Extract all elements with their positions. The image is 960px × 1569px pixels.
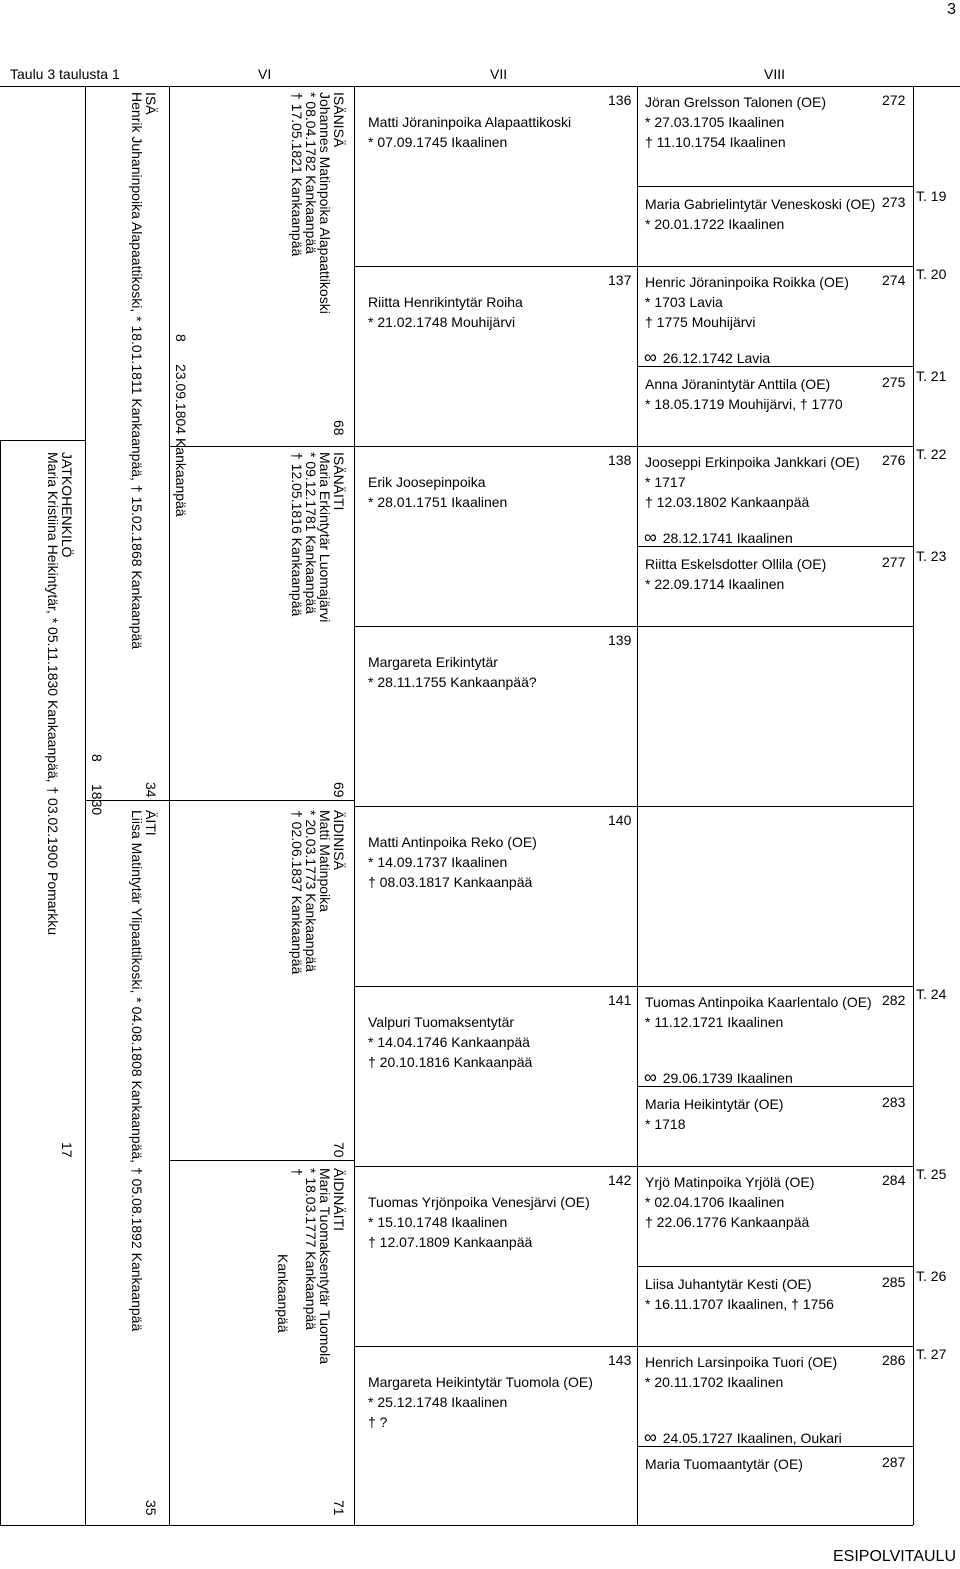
person-name: Henric Jöraninpoika Roikka (OE) — [645, 274, 849, 290]
person-born: * 28.11.1755 Kankaanpää? — [368, 674, 537, 690]
person-born: * 11.12.1721 Ikaalinen — [645, 1014, 784, 1030]
proband-box-right — [85, 86, 86, 1525]
gen7-entry-143 — [368, 1372, 593, 1432]
pair-divider-5 — [637, 1266, 913, 1267]
gp-died: † 17.05.1821 Kankaanpää — [289, 92, 305, 257]
mother-entry — [130, 810, 158, 1331]
gp-divider-3 — [169, 1160, 354, 1161]
person-born: * 18.05.1719 Mouhijärvi, † 1770 — [645, 396, 843, 412]
gen8-entry-273 — [645, 194, 875, 234]
gen7-number: 138 — [608, 452, 632, 468]
person-born: * 21.02.1748 Mouhijärvi — [368, 314, 516, 330]
person-name: Henrich Larsinpoika Tuori (OE) — [645, 1354, 838, 1370]
person-born: * 02.04.1706 Ikaalinen — [645, 1194, 785, 1210]
infinity-icon: ∞ — [644, 1067, 657, 1087]
gen8-number: 283 — [882, 1094, 906, 1110]
row-divider-7 — [354, 1346, 913, 1347]
gp-role: ÄIDINISÄ — [331, 810, 347, 870]
gp-divider-1 — [169, 446, 354, 447]
parents-col-right — [169, 86, 170, 1525]
table-ref-link[interactable]: T. 27 — [916, 1346, 947, 1362]
gp-died-place: Kankaanpää — [275, 1254, 291, 1333]
person-name: Maria Gabrielintytär Veneskoski (OE) — [645, 196, 876, 212]
marriage-date: 26.12.1742 Lavia — [662, 350, 771, 366]
gen8-entry-275 — [645, 374, 843, 414]
father-entry — [130, 92, 158, 649]
person-born: * 1718 — [645, 1116, 686, 1132]
gp-number: 68 — [331, 420, 347, 436]
gen8-number: 284 — [882, 1172, 906, 1188]
gp-role: ÄIDINÄITI — [331, 1168, 347, 1232]
row-divider-5 — [354, 986, 913, 987]
person-died: † 08.03.1817 Kankaanpää — [368, 874, 533, 890]
gp-died: † 12.05.1816 Kankaanpää — [289, 452, 305, 617]
gen8-number: 275 — [882, 374, 906, 390]
gen7-number: 143 — [608, 1352, 632, 1368]
grandparent-paternal-father — [290, 92, 346, 314]
gen7-number: 137 — [608, 272, 632, 288]
person-died: † 20.10.1816 Kankaanpää — [368, 1054, 533, 1070]
person-born: * 14.04.1746 Kankaanpää — [368, 1034, 530, 1050]
person-born: * 14.09.1737 Ikaalinen — [368, 854, 508, 870]
person-born: * 28.01.1751 Ikaalinen — [368, 494, 508, 510]
gen7-entry-141 — [368, 1012, 532, 1072]
person-name: Liisa Juhantytär Kesti (OE) — [645, 1276, 812, 1292]
mother-role: ÄITI — [143, 810, 159, 836]
gp-name: Matti Matinpoika — [317, 810, 333, 912]
gen8-entry-274 — [645, 272, 849, 332]
marriage-date: 28.12.1741 Ikaalinen — [662, 530, 793, 546]
gen7-entry-139 — [368, 652, 537, 692]
gp-born: * 08.04.1782 Kankaanpää — [303, 92, 319, 254]
marriage-entry — [644, 1427, 842, 1447]
grandparent-maternal-mother — [290, 1168, 346, 1364]
gp-died: † 02.06.1837 Kankaanpää — [289, 810, 305, 975]
gen7-number: 136 — [608, 92, 632, 108]
gen7-number: 141 — [608, 992, 632, 1008]
father-role: ISÄ — [143, 92, 159, 115]
father-line: Henrik Juhaninpoika Alapaattikoski, * 18.01.1811 Kankaanpää, † 15.02.1868 Kankaanpää — [129, 92, 145, 650]
table-ref-link[interactable]: T. 19 — [916, 188, 947, 204]
person-name: Margareta Heikintytär Tuomola (OE) — [368, 1374, 593, 1390]
generation-vii-label: VII — [490, 66, 508, 82]
person-born: * 1703 Lavia — [645, 294, 723, 310]
person-died: † 12.07.1809 Kankaanpää — [368, 1234, 533, 1250]
gen8-entry-283 — [645, 1094, 783, 1134]
row-divider-2 — [354, 446, 913, 447]
person-name: Matti Antinpoika Reko (OE) — [368, 834, 537, 850]
person-died: † 1775 Mouhijärvi — [645, 314, 756, 330]
gen7-entry-142 — [368, 1192, 590, 1252]
table-ref-link[interactable]: T. 24 — [916, 986, 947, 1002]
person-died: † 11.10.1754 Ikaalinen — [645, 134, 786, 150]
person-name: Valpuri Tuomaksentytär — [368, 1014, 515, 1030]
gp-number: 71 — [331, 1500, 347, 1516]
person-died: † 22.06.1776 Kankaanpää — [645, 1214, 810, 1230]
proband-siblings: 8 — [89, 754, 105, 762]
person-name: Tuomas Antinpoika Kaarlentalo (OE) — [645, 994, 872, 1010]
gen7-entry-140 — [368, 832, 537, 892]
footer-title: ESIPOLVITAULU — [833, 1548, 956, 1565]
gp-name: Maria Erkintytär Luomajärvi — [317, 452, 333, 623]
gen7-number: 139 — [608, 632, 632, 648]
gen8-number: 276 — [882, 452, 906, 468]
gp-name: Johannes Matinpoika Alapaattikoski — [317, 92, 333, 314]
generation-viii-label: VIII — [764, 66, 786, 82]
gen8-entry-276 — [645, 452, 860, 512]
gen8-entry-272 — [645, 92, 826, 152]
bottom-rule — [0, 1525, 913, 1526]
gen8-number: 277 — [882, 554, 906, 570]
gp-name: Maria Tuomaksentytär Tuomola — [317, 1168, 333, 1365]
gen7-entry-137 — [368, 292, 523, 332]
gen8-entry-282 — [645, 992, 872, 1032]
gp-divider-2 — [169, 800, 354, 801]
table-ref-link[interactable]: T. 26 — [916, 1268, 947, 1284]
gp-role: ISÄNISÄ — [331, 92, 347, 148]
person-name: Maria Heikintytär (OE) — [645, 1096, 784, 1112]
gp-number: 69 — [331, 782, 347, 798]
person-born: * 07.09.1745 Ikaalinen — [368, 134, 508, 150]
row-divider-6 — [354, 1166, 913, 1167]
gp-born: * 18.03.1777 Kankaanpää — [303, 1168, 319, 1330]
table-label: Taulu 3 taulusta 1 — [10, 66, 120, 82]
proband-title: JATKOHENKILÖ — [59, 452, 75, 558]
gp-number: 70 — [331, 1142, 347, 1158]
gen8-entry-287 — [645, 1454, 803, 1474]
gen8-number: 272 — [882, 92, 906, 108]
person-born: * 22.09.1714 Ikaalinen — [645, 576, 785, 592]
gen8-number: 287 — [882, 1454, 906, 1470]
table-ref-link[interactable]: T. 20 — [916, 266, 947, 282]
proband-entry — [46, 452, 74, 935]
gen8-entry-285 — [645, 1274, 834, 1314]
gen8-col-right — [913, 86, 914, 1525]
person-born: * 27.03.1705 Ikaalinen — [645, 114, 785, 130]
proband-number: 17 — [59, 1142, 75, 1158]
parents-children-count: 8 — [173, 334, 189, 342]
person-name: Margareta Erikintytär — [368, 654, 498, 670]
person-died: † ? — [368, 1414, 388, 1430]
row-divider-3 — [354, 626, 913, 627]
page-number: 3 — [947, 1, 956, 18]
gen8-number: 274 — [882, 272, 906, 288]
gp-born: * 09.12.1781 Kankaanpää — [303, 452, 319, 614]
marriage-date: 24.05.1727 Ikaalinen, Oukari — [662, 1430, 842, 1446]
gp-died: † — [289, 1168, 305, 1176]
person-name: Maria Tuomaantytär (OE) — [645, 1456, 803, 1472]
proband-marker: 1830 — [89, 784, 105, 816]
gp-born: * 20.03.1773 Kankaanpää — [303, 810, 319, 972]
father-number: 34 — [143, 782, 159, 798]
marriage-entry — [644, 527, 793, 547]
person-name: Riitta Henrikintytär Roiha — [368, 294, 523, 310]
person-born: * 15.10.1748 Ikaalinen — [368, 1214, 508, 1230]
parents-marriage: 23.09.1804 Kankaanpää — [173, 364, 189, 517]
table-ref-link[interactable]: T. 22 — [916, 446, 947, 462]
person-name: Erik Joosepinpoika — [368, 474, 486, 490]
proband-line: Maria Kristiina Heikintytär, * 05.11.1830 Kankaanpää, † 03.02.1900 Pomarkku — [45, 452, 61, 936]
row-divider-1 — [354, 266, 913, 267]
grandparent-maternal-father — [290, 810, 346, 974]
person-name: Tuomas Yrjönpoika Venesjärvi (OE) — [368, 1194, 590, 1210]
proband-box-top — [0, 440, 85, 441]
gen7-entry-138 — [368, 472, 507, 512]
pair-divider-1 — [637, 186, 913, 187]
person-name: Jöran Grelsson Talonen (OE) — [645, 94, 827, 110]
gen8-entry-277 — [645, 554, 826, 594]
gen8-number: 286 — [882, 1352, 906, 1368]
marriage-date: 29.06.1739 Ikaalinen — [662, 1070, 793, 1086]
table-ref-link[interactable]: T. 23 — [916, 548, 947, 564]
header-rule — [0, 86, 960, 87]
person-born: * 20.01.1722 Ikaalinen — [645, 216, 785, 232]
infinity-icon: ∞ — [644, 527, 657, 547]
infinity-icon: ∞ — [644, 347, 657, 367]
gen8-number: 285 — [882, 1274, 906, 1290]
person-name: Yrjö Matinpoika Yrjölä (OE) — [645, 1174, 815, 1190]
gen8-entry-286 — [645, 1352, 837, 1392]
person-name: Jooseppi Erkinpoika Jankkari (OE) — [645, 454, 860, 470]
gen7-number: 140 — [608, 812, 632, 828]
gen8-number: 282 — [882, 992, 906, 1008]
person-born: * 1717 — [645, 474, 686, 490]
proband-box-left — [0, 440, 1, 1525]
mother-line: Liisa Matintytär Ylipaattikoski, * 04.08.1808 Kankaanpää, † 05.08.1892 Kankaanpää — [129, 810, 145, 1332]
gen8-number: 273 — [882, 194, 906, 210]
person-name: Matti Jöraninpoika Alapaattikoski — [368, 114, 572, 130]
marriage-entry — [644, 347, 770, 367]
gen7-number: 142 — [608, 1172, 632, 1188]
infinity-icon: ∞ — [644, 1427, 657, 1447]
person-name: Riitta Eskelsdotter Ollila (OE) — [645, 556, 827, 572]
person-born: * 16.11.1707 Ikaalinen, † 1756 — [645, 1296, 834, 1312]
mother-number: 35 — [143, 1500, 159, 1516]
person-born: * 25.12.1748 Ikaalinen — [368, 1394, 508, 1410]
gp-role: ISÄNÄITI — [331, 452, 347, 511]
table-ref-link[interactable]: T. 25 — [916, 1166, 947, 1182]
person-born: * 20.11.1702 Ikaalinen — [645, 1374, 784, 1390]
table-ref-link[interactable]: T. 21 — [916, 368, 947, 384]
gen8-entry-284 — [645, 1172, 814, 1232]
generation-vi-label: VI — [258, 66, 272, 82]
marriage-entry — [644, 1067, 793, 1087]
row-divider-4 — [354, 806, 913, 807]
grandparent-paternal-mother — [290, 452, 346, 622]
person-died: † 12.03.1802 Kankaanpää — [645, 494, 810, 510]
person-name: Anna Jöranintytär Anttila (OE) — [645, 376, 831, 392]
gen7-entry-136 — [368, 112, 571, 152]
